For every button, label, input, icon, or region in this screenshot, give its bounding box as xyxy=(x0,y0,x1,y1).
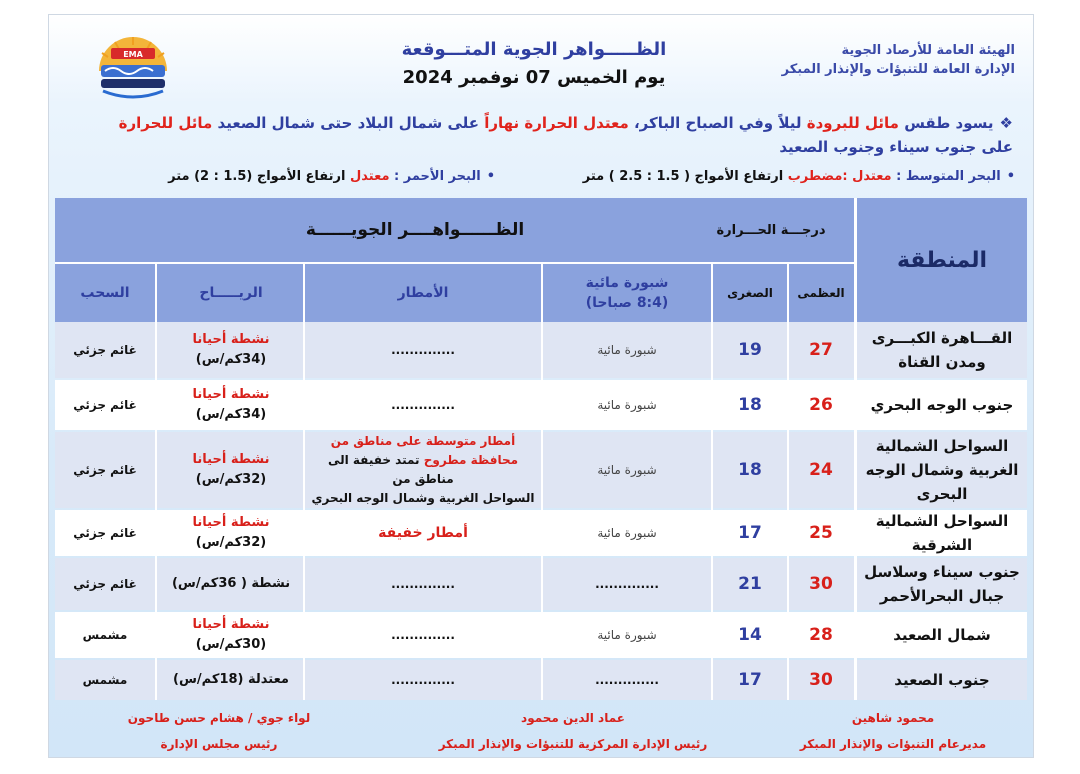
region-cell: السواحل الشمالية الغربية وشمال الوجه البحرى xyxy=(865,437,1019,503)
wind-state: نشطة أحيانا xyxy=(192,617,270,632)
wind-cell xyxy=(161,322,301,378)
clouds-cell: غائم جزئي xyxy=(73,398,137,412)
grid-divider xyxy=(854,198,857,700)
grid-divider xyxy=(541,264,543,700)
region-cell: شمال الصعيد xyxy=(893,626,991,644)
med-waves: ارتفاع الأمواج ( 1.5 : 2.5 ) متر xyxy=(582,169,788,184)
summary-part-3: ليلاً وفي الصباح الباكر، xyxy=(628,114,807,132)
max-temp-cell: 27 xyxy=(809,340,833,360)
bullet-icon: • xyxy=(1006,169,1015,184)
rain-text-d: السواحل الغربية وشمال الوجه البحري xyxy=(311,491,535,505)
max-temp-cell: 24 xyxy=(809,460,833,480)
wind-cell xyxy=(161,510,301,556)
org-line-1: الهيئة العامة للأرصاد الجوية xyxy=(841,43,1015,58)
rain-cell: .............. xyxy=(391,628,455,642)
min-temp-cell: 19 xyxy=(738,340,762,360)
clouds-cell: غائم جزئي xyxy=(73,577,137,591)
signer-title: رئيس مجلس الإدارة xyxy=(160,737,278,751)
grid-divider xyxy=(787,264,789,700)
signature-right xyxy=(773,705,1013,757)
signer-title: مديرعام التنبؤات والإنذار المبكر xyxy=(799,737,987,751)
wind-speed: (30كم/س) xyxy=(195,637,267,652)
signatures xyxy=(49,705,1033,755)
fog-cell: .............. xyxy=(595,577,659,591)
fog-cell: شبورة مائية xyxy=(597,343,657,357)
rain-cell: .............. xyxy=(391,343,455,357)
summary-part-4: معتدل الحرارة نهاراً xyxy=(484,114,629,132)
header-wind: الريـــــاح xyxy=(199,285,263,301)
wind-state: نشطة أحيانا xyxy=(192,452,270,467)
grid-divider xyxy=(303,264,305,700)
header-max: العظمى xyxy=(797,286,845,300)
max-temp-cell: 30 xyxy=(809,670,833,690)
signature-left xyxy=(99,705,339,757)
clouds-cell: غائم جزئي xyxy=(73,526,137,540)
region-cell: جنوب الصعيد xyxy=(894,671,990,689)
fog-cell: .............. xyxy=(595,673,659,687)
header-fog-time: (8:4 صباحا) xyxy=(585,295,669,311)
rain-text-c: تمتد خفيفة الى مناطق من xyxy=(327,453,454,486)
wind-speed: (34كم/س) xyxy=(195,407,267,422)
region-cell: السواحل الشمالية الشرقية xyxy=(875,512,1009,554)
clouds-cell: مشمس xyxy=(82,628,128,642)
fog-cell: شبورة مائية xyxy=(597,628,657,642)
min-temp-cell: 18 xyxy=(738,395,762,415)
header-temperature: درجـــة الحـــرارة xyxy=(716,222,826,238)
diamond-bullet-icon: ❖ xyxy=(999,114,1013,132)
signer-title: رئيس الإدارة المركزية للتنبؤات والإنذار المبكر xyxy=(438,737,708,751)
wind-state: نشطة أحيانا xyxy=(192,387,270,402)
clouds-cell: مشمس xyxy=(82,673,128,687)
rain-cell xyxy=(307,432,539,508)
rain-text-b: محافظة مطروح xyxy=(423,453,519,467)
red-label: البحر الأحمر : xyxy=(389,169,481,184)
summary-part-5: على شمال البلاد حتى شمال الصعيد xyxy=(212,114,485,132)
wind-cell: نشطة ( 36كم/س) xyxy=(171,576,291,591)
forecast-table xyxy=(55,198,1027,700)
clouds-cell: غائم جزئي xyxy=(73,343,137,357)
med-state: معتدل :مضطرب xyxy=(787,169,892,184)
max-temp-cell: 25 xyxy=(809,523,833,543)
region-cell: جنوب سيناء وسلاسل جبال البحرالأحمر xyxy=(864,563,1020,605)
region-cell: جنوب الوجه البحري xyxy=(870,396,1014,414)
wind-speed: (32كم/س) xyxy=(195,472,267,487)
max-temp-cell: 28 xyxy=(809,625,833,645)
min-temp-cell: 21 xyxy=(738,574,762,594)
org-line-2: الإدارة العامة للتنبؤات والإنذار المبكر xyxy=(781,62,1015,77)
min-temp-cell: 17 xyxy=(738,523,762,543)
organization-header xyxy=(782,41,1015,79)
wind-cell: معتدلة (18كم/س) xyxy=(173,672,289,687)
header-fog xyxy=(545,264,709,322)
wind-state: نشطة أحيانا xyxy=(192,515,270,530)
header-phenomena: الظــــــواهــــر الجويــــــة xyxy=(305,220,525,240)
bullet-icon: • xyxy=(486,169,495,184)
summary-part-6: مائل للحرارة xyxy=(118,114,213,132)
header-min: الصغرى xyxy=(727,286,773,300)
header-rain: الأمطار xyxy=(397,285,449,301)
wind-cell xyxy=(161,432,301,508)
forecast-date: يوم الخميس 07 نوفمبر 2024 xyxy=(402,67,666,88)
rain-cell: .............. xyxy=(391,673,455,687)
grid-divider xyxy=(711,264,713,700)
wind-state: نشطة أحيانا xyxy=(192,332,270,347)
header-region: المنطقة xyxy=(896,247,988,273)
min-temp-cell: 17 xyxy=(738,670,762,690)
forecast-sheet xyxy=(48,14,1034,758)
general-summary xyxy=(83,111,1013,159)
title-block xyxy=(379,37,689,93)
logo-text: EMA xyxy=(123,50,143,59)
wind-speed: (34كم/س) xyxy=(195,352,267,367)
max-temp-cell: 30 xyxy=(809,574,833,594)
fog-cell: شبورة مائية xyxy=(597,463,657,477)
rain-cell: أمطار خفيفة xyxy=(378,525,468,541)
sea-conditions xyxy=(75,169,1015,195)
fog-cell: شبورة مائية xyxy=(597,526,657,540)
signer-name: عماد الدين محمود xyxy=(521,711,625,725)
rain-cell: .............. xyxy=(391,398,455,412)
min-temp-cell: 14 xyxy=(738,625,762,645)
wind-cell xyxy=(161,612,301,658)
grid-divider xyxy=(155,264,157,700)
grid-divider xyxy=(55,262,857,264)
header-clouds: السحب xyxy=(80,285,130,301)
red-waves: ارتفاع الأمواج (1.5 : 2) متر xyxy=(168,169,351,184)
fog-cell: شبورة مائية xyxy=(597,398,657,412)
signer-name: لواء جوي / هشام حسن طاحون xyxy=(127,711,311,725)
mediterranean-sea xyxy=(583,169,1015,184)
signature-center xyxy=(423,705,723,757)
rain-text-a: أمطار متوسطة على مناطق من xyxy=(330,434,516,448)
rain-text-bc xyxy=(307,451,539,489)
header-fog-label: شبورة مائية xyxy=(585,275,669,291)
ema-logo xyxy=(93,35,173,101)
summary-part-2: مائل للبرودة xyxy=(806,114,899,132)
max-temp-cell: 26 xyxy=(809,395,833,415)
wind-speed: (32كم/س) xyxy=(195,535,267,550)
clouds-cell: غائم جزئي xyxy=(73,463,137,477)
min-temp-cell: 18 xyxy=(738,460,762,480)
med-label: البحر المتوسط : xyxy=(891,169,1001,184)
red-sea xyxy=(168,169,495,184)
summary-part-1: يسود طقس xyxy=(898,114,994,132)
summary-part-7: على جنوب سيناء وجنوب الصعيد xyxy=(779,138,1013,156)
page-title: الظـــــواهر الجوية المتـــوقعة xyxy=(401,39,667,60)
region-cell: القـــاهرة الكبـــرى ومدن القناة xyxy=(871,329,1013,371)
rain-cell: .............. xyxy=(391,577,455,591)
wind-cell xyxy=(161,380,301,430)
red-state: معتدل xyxy=(350,169,390,184)
signer-name: محمود شاهين xyxy=(851,711,935,725)
